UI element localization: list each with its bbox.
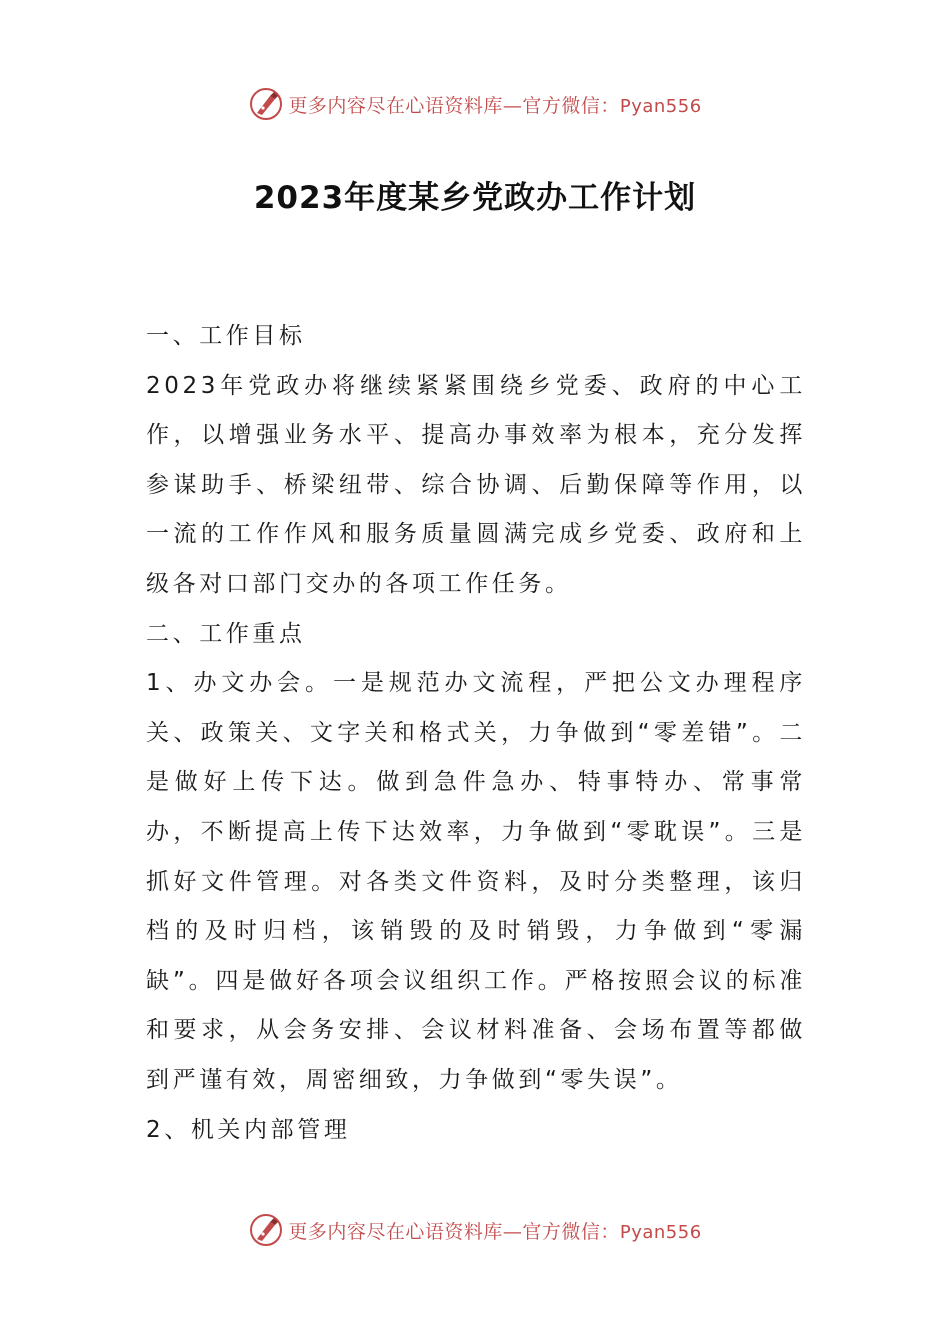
section-heading: 二、工作重点: [146, 620, 306, 647]
document-title: 2023年度某乡党政办工作计划: [253, 180, 697, 216]
body-paragraph: 1、办文办会。一是规范办文流程，严把公文办理程序关、政策关、文字关和格式关，力争做到“零差错”。二是做好上传下达。做到急件急办、特事特办、常事常办，不断提高上传下达效率，力争做到“零耽误”。三是抓好文件管理。对各类文件资料，及时分类整理，该归档的及时归档，该销毁的及时销毁，力争做到“零漏缺”。四是做好各项会议组织工作。严格按照会议的标准和要求，从会务安排、会议材料准备、会场布置等都做到严谨有效，周密细致，力争做到“零失误”。: [146, 670, 806, 1093]
footer-watermark: [0, 1210, 950, 1250]
watermark-text: 更多内容尽在心语资料库—官方微信：Pyan556: [288, 94, 702, 117]
section-heading: 一、工作目标: [146, 323, 306, 349]
pen-nib-logo-icon: [248, 1212, 284, 1248]
header-watermark: [0, 84, 950, 124]
pen-nib-logo-icon: [248, 86, 284, 122]
subsection-heading: 2、机关内部管理: [146, 1116, 351, 1143]
body-paragraph: 2023年党政办将继续紧紧围绕乡党委、政府的中心工作，以增强业务水平、提高办事效率为根本，充分发挥参谋助手、桥梁纽带、综合协调、后勤保障等作用，以一流的工作作风和服务质量圆满完成乡党委、政府和上级各对口部门交办的各项工作任务。: [146, 372, 806, 597]
document-body: [146, 312, 806, 1155]
watermark-text: 更多内容尽在心语资料库—官方微信：Pyan556: [288, 1220, 702, 1243]
